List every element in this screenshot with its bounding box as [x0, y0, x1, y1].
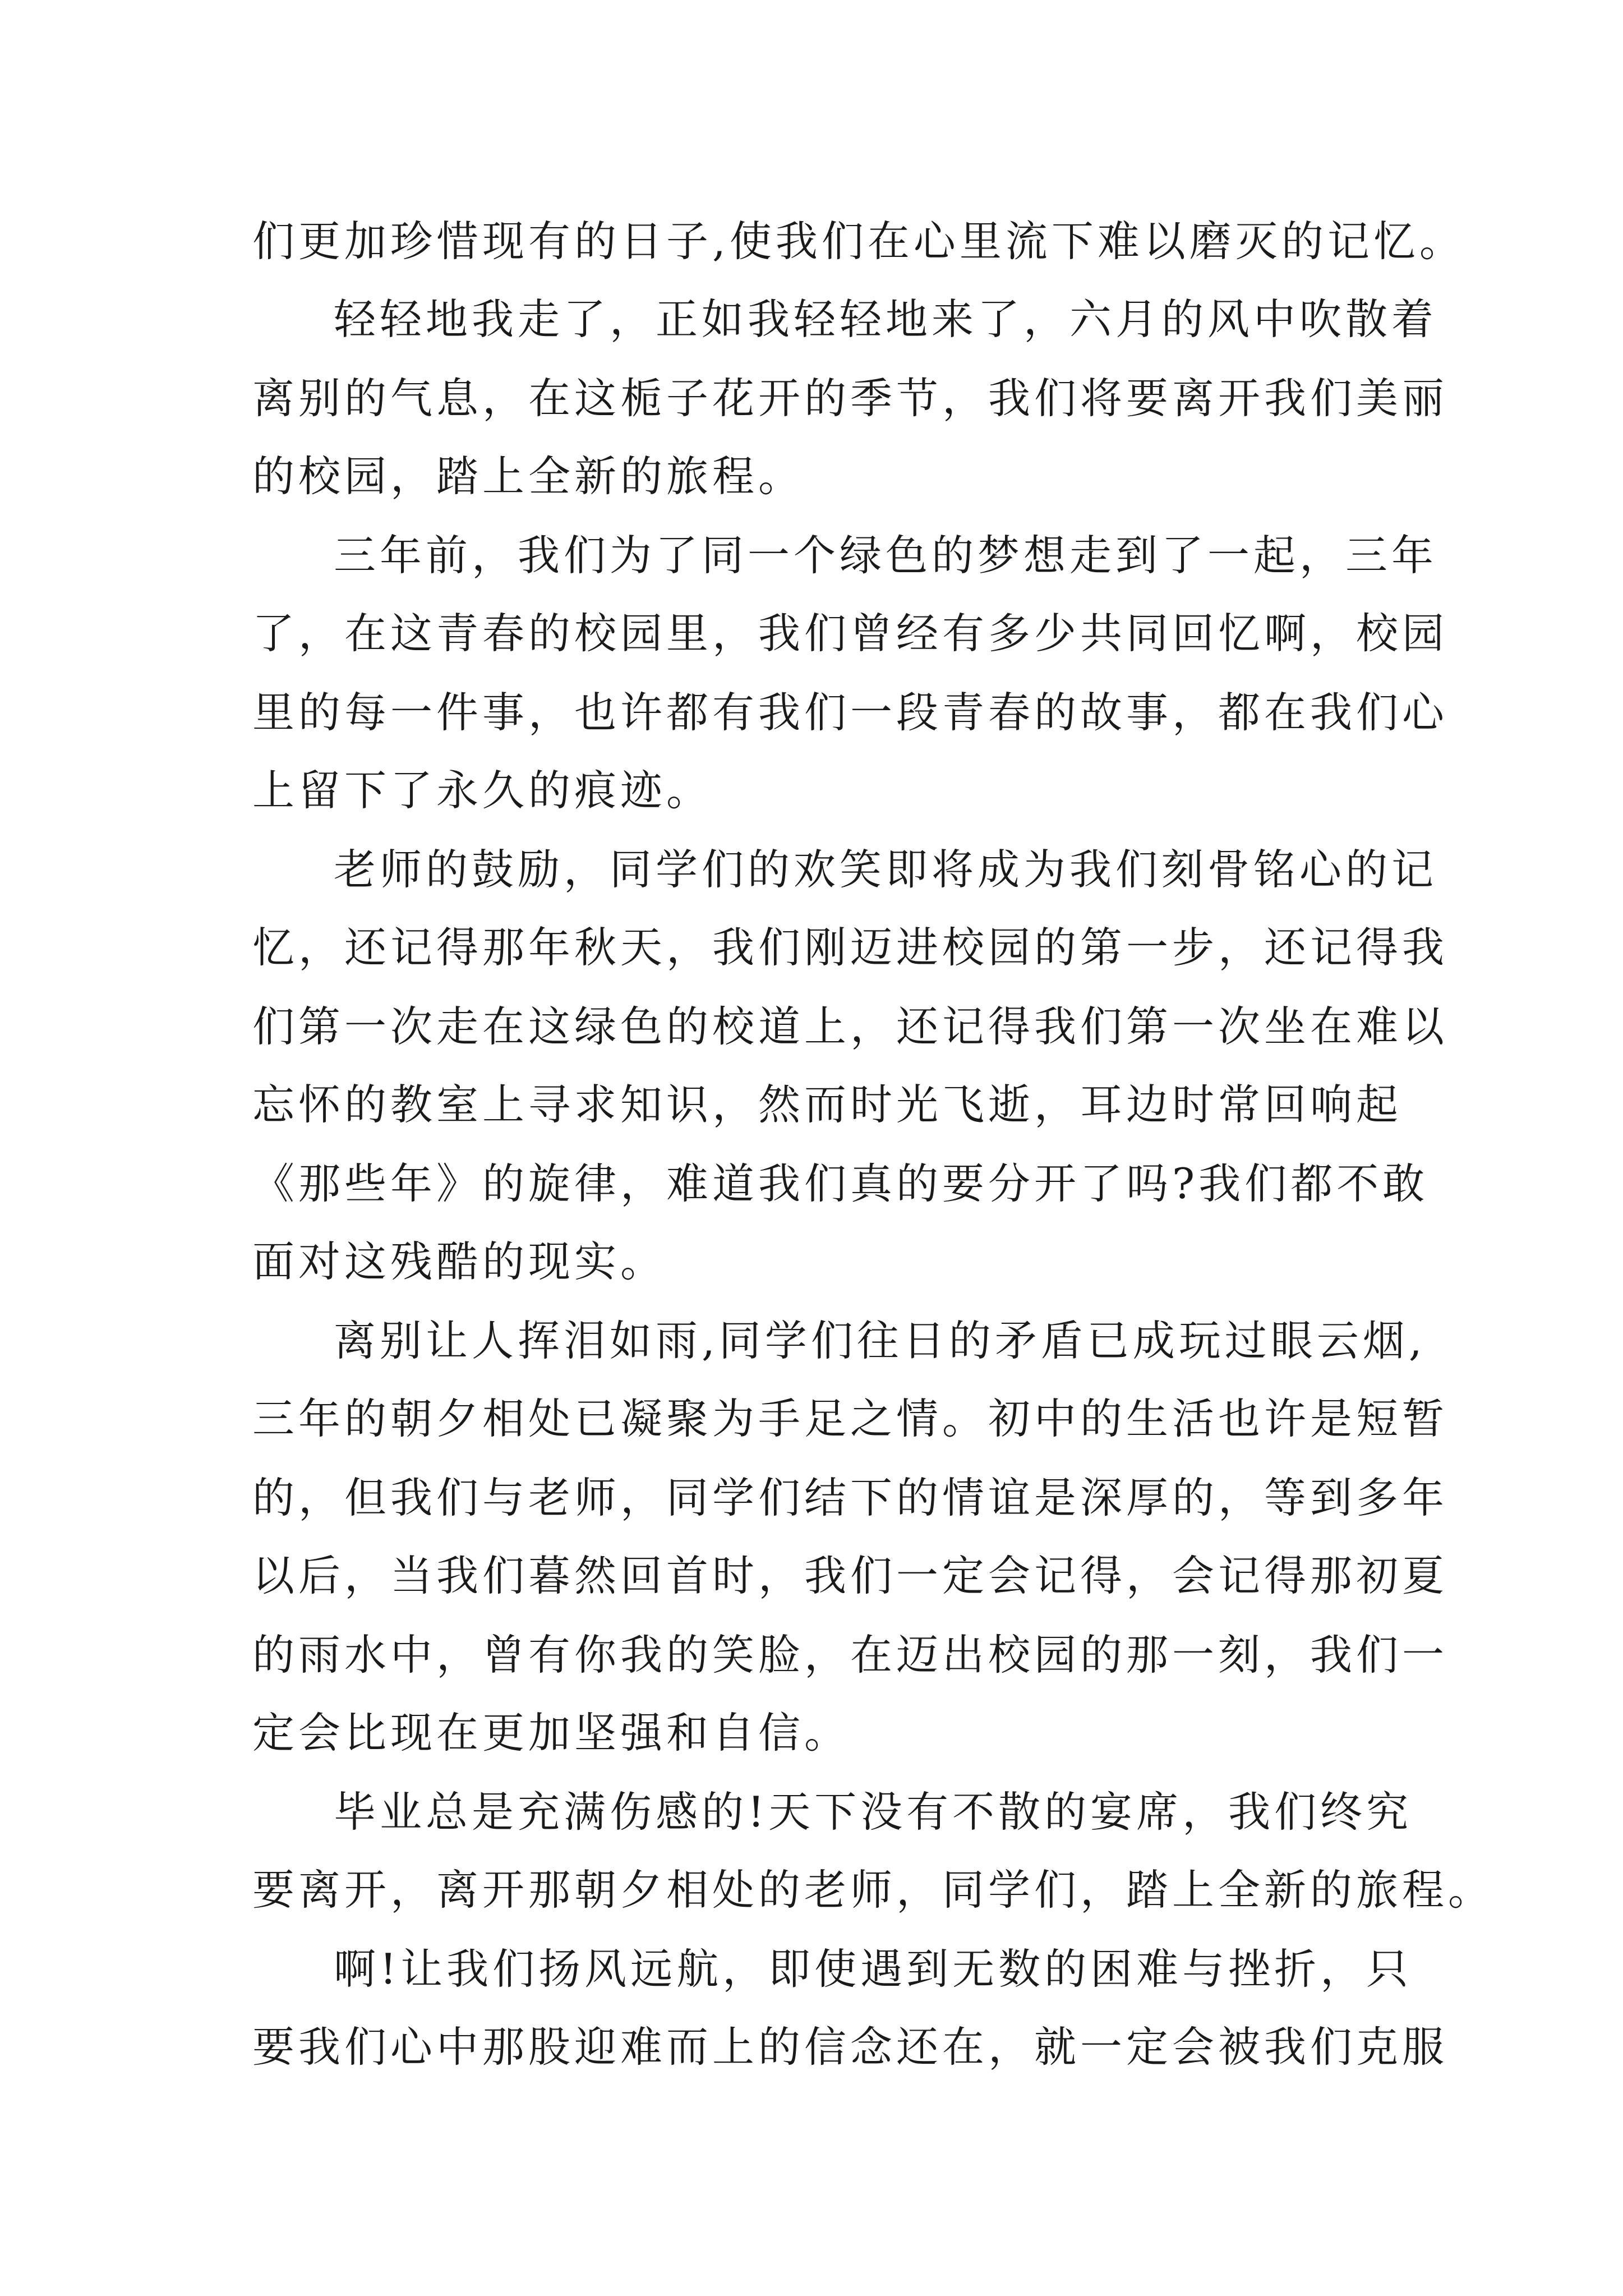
paragraph-first-line: 老师的鼓励，同学们的欢笑即将成为我们刻骨铭心的记 [334, 845, 1438, 894]
text-line: 三年的朝夕相处已凝聚为手足之情。初中的生活也许是短暂 [252, 1394, 1449, 1443]
paragraph-first-line: 毕业总是充满伤感的!天下没有不散的宴席，我们终究 [334, 1787, 1413, 1837]
paragraph-first-line: 轻轻地我走了，正如我轻轻地来了，六月的风中吹散着 [334, 295, 1438, 344]
text-line: 面对这残酷的现实。 [252, 1237, 667, 1286]
text-line: 定会比现在更加坚强和自信。 [252, 1708, 851, 1757]
text-line: 的雨水中，曾有你我的笑脸，在迈出校园的那一刻，我们一 [252, 1630, 1449, 1680]
text-line: 的，但我们与老师，同学们结下的情谊是深厚的，等到多年 [252, 1473, 1449, 1522]
text-line: 要我们心中那股迎难而上的信念还在，就一定会被我们克服 [252, 2022, 1449, 2072]
text-line: 们更加珍惜现有的日子,使我们在心里流下难以磨灭的记忆。 [252, 217, 1465, 266]
text-line: 以后，当我们暮然回首时，我们一定会记得，会记得那初夏 [252, 1551, 1449, 1600]
paragraph-first-line: 离别让人挥泪如雨,同学们往日的矛盾已成玩过眼云烟, [334, 1316, 1426, 1365]
text-line: 上留下了永久的痕迹。 [252, 766, 713, 815]
paragraph-first-line: 三年前，我们为了同一个绿色的梦想走到了一起，三年 [334, 531, 1438, 580]
text-line: 了，在这青春的校园里，我们曾经有多少共同回忆啊，校园 [252, 609, 1449, 658]
text-line: 们第一次走在这绿色的校道上，还记得我们第一次坐在难以 [252, 1002, 1449, 1051]
text-line: 的校园，踏上全新的旅程。 [252, 452, 805, 501]
text-line: 要离开，离开那朝夕相处的老师，同学们，踏上全新的旅程。 [252, 1865, 1495, 1915]
text-line: 忆，还记得那年秋天，我们刚迈进校园的第一步，还记得我 [252, 923, 1449, 972]
text-line: 忘怀的教室上寻求知识，然而时光飞逝，耳边时常回响起 [252, 1080, 1403, 1129]
text-line: 《那些年》的旋律，难道我们真的要分开了吗?我们都不敢 [252, 1159, 1429, 1208]
text-line: 离别的气息，在这栀子花开的季节，我们将要离开我们美丽 [252, 374, 1449, 423]
text-line: 里的每一件事，也许都有我们一段青春的故事，都在我们心 [252, 688, 1449, 737]
paragraph-first-line: 啊!让我们扬风远航，即使遇到无数的困难与挫折，只 [334, 1944, 1413, 1994]
